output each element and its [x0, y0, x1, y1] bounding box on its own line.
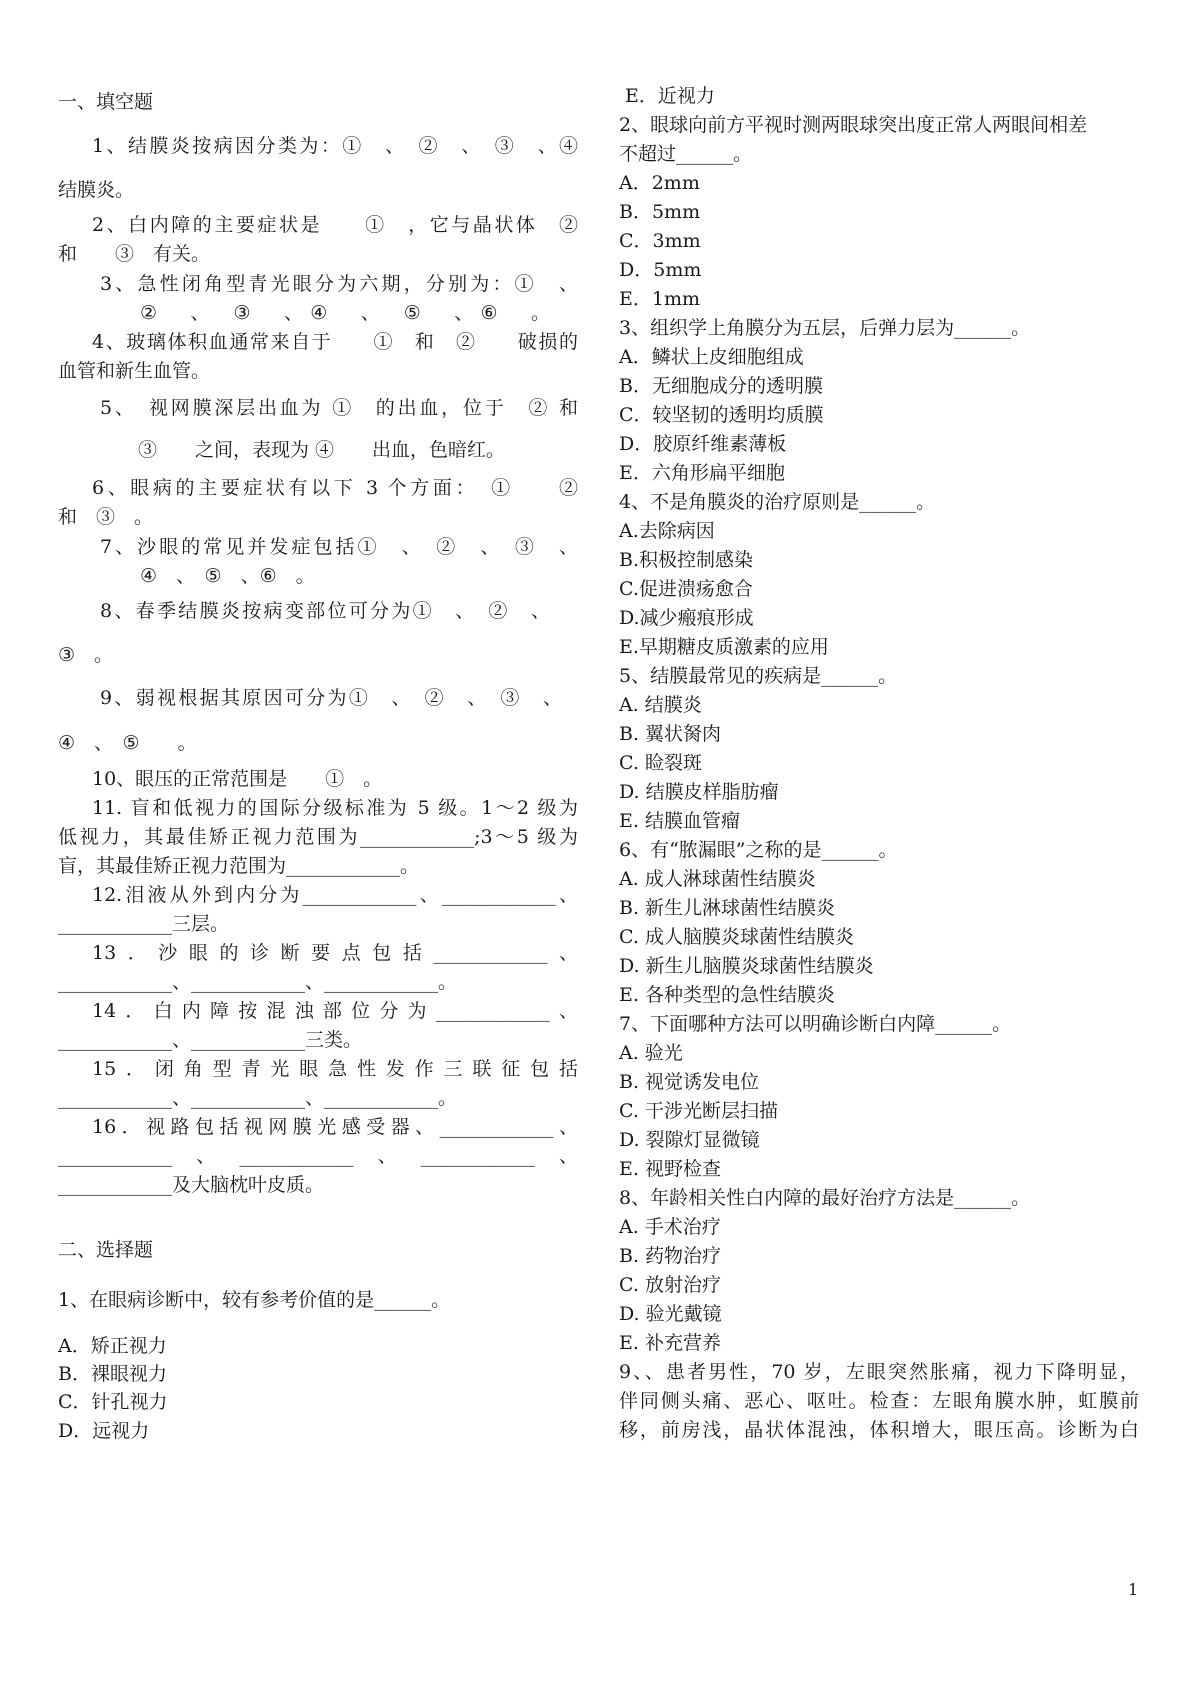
option-line: C. 放射治疗 [619, 1274, 721, 1296]
question-line: ____________、____________、____________。 [58, 971, 458, 993]
option-line: B. 翼状胬肉 [619, 723, 722, 745]
option-line: E．近视力 [625, 85, 715, 107]
option-line: B. 视觉诱发电位 [619, 1071, 760, 1093]
question-line: 8、年龄相关性白内障的最好治疗方法是______。 [619, 1187, 1031, 1209]
question-line: ____________、____________、____________、 [58, 1145, 578, 1167]
question-line: 11. 盲和低视力的国际分级标准为 5 级。1～2 级为 [92, 797, 578, 819]
option-line: B. 药物治疗 [619, 1245, 722, 1267]
question-line: 7、沙眼的常见并发症包括① 、 ② 、 ③ 、 [100, 536, 578, 558]
question-line: ④ 、 ⑤ 。 [58, 732, 197, 754]
question-line: 15．闭角型青光眼急性发作三联征包括 [92, 1058, 578, 1080]
option-line: A. 手术治疗 [619, 1216, 721, 1238]
option-line: E．六角形扁平细胞 [619, 462, 785, 484]
option-line: C．较坚韧的透明均质膜 [619, 404, 824, 426]
option-line: C．针孔视力 [58, 1391, 168, 1413]
option-line: A.去除病因 [619, 520, 715, 542]
question-line: 3、组织学上角膜分为五层，后弹力层为______。 [619, 317, 1031, 339]
question-line: 不超过______。 [619, 143, 753, 165]
question-line: 6、眼病的主要症状有以下 3 个方面： ① ② [92, 477, 578, 499]
option-line: B．裸眼视力 [58, 1363, 167, 1385]
option-line: D．胶原纤维素薄板 [619, 433, 787, 455]
option-line: D. 裂隙灯显微镜 [619, 1129, 760, 1151]
question-line: 6、有“脓漏眼”之称的是______。 [619, 839, 898, 861]
option-line: E．1mm [619, 288, 700, 310]
question-line: 14．白内障按混浊部位分为____________、 [92, 1000, 578, 1022]
option-line: B. 新生儿淋球菌性结膜炎 [619, 897, 836, 919]
option-line: A. 结膜炎 [619, 694, 702, 716]
option-line: B.积极控制感染 [619, 549, 754, 571]
option-line: C. 干涉光断层扫描 [619, 1100, 778, 1122]
section-heading-choice: 二、选择题 [58, 1239, 154, 1261]
option-line: B．无细胞成分的透明膜 [619, 375, 823, 397]
option-line: E. 结膜血管瘤 [619, 810, 740, 832]
question-line: 3、急性闭角型青光眼分为六期，分别为：① 、 [100, 273, 578, 295]
option-line: D．5mm [619, 259, 702, 281]
question-line: 5、结膜最常见的疾病是______。 [619, 665, 898, 687]
option-line: C. 睑裂斑 [619, 752, 702, 774]
question-line: 和 ③ 。 [58, 506, 154, 528]
question-line: 4、玻璃体积血通常来自于 ① 和 ② 破损的 [92, 331, 578, 353]
question-line: 8、春季结膜炎按病变部位可分为① 、 ② 、 [100, 600, 550, 622]
question-line: ____________、____________、____________。 [58, 1087, 458, 1109]
option-line: D. 新生儿脑膜炎球菌性结膜炎 [619, 955, 874, 977]
question-line: ③ 之间，表现为 ④ 出血，色暗红。 [138, 439, 506, 461]
question-line: 移，前房浅，晶状体混浊，体积增大，眼压高。诊断为白 [619, 1419, 1139, 1441]
question-line: ② 、 ③ 、④ 、 ⑤ 、⑥ 。 [140, 302, 550, 324]
option-line: C．3mm [619, 230, 701, 252]
option-line: E. 各种类型的急性结膜炎 [619, 984, 835, 1006]
question-line: 13．沙眼的诊断要点包括____________、 [92, 942, 578, 964]
question-line: 2、白内障的主要症状是 ① ，它与晶状体 ② [92, 214, 578, 236]
option-line: C. 成人脑膜炎球菌性结膜炎 [619, 926, 854, 948]
option-line: D. 验光戴镜 [619, 1303, 722, 1325]
option-line: A. 成人淋球菌性结膜炎 [619, 868, 816, 890]
option-line: A．矫正视力 [58, 1335, 167, 1357]
question-line: ____________、____________三类。 [58, 1029, 363, 1051]
option-line: A. 验光 [619, 1042, 683, 1064]
question-line: 1、在眼病诊断中，较有参考价值的是______。 [58, 1289, 451, 1311]
option-line: E.早期糖皮质激素的应用 [619, 636, 829, 658]
option-line: A．鳞状上皮细胞组成 [619, 346, 804, 368]
option-line: B．5mm [619, 201, 701, 223]
option-line: E. 视野检查 [619, 1158, 721, 1180]
question-line: ____________三层。 [58, 913, 230, 935]
question-line: 4、不是角膜炎的治疗原则是______。 [619, 491, 936, 513]
question-line: 结膜炎。 [58, 179, 135, 201]
question-line: 12.泪液从外到内分为____________、____________、 [92, 884, 578, 906]
question-line: 7、下面哪种方法可以明确诊断白内障______。 [619, 1013, 1012, 1035]
question-line: 10、眼压的正常范围是 ① 。 [92, 768, 383, 790]
question-line: 盲，其最佳矫正视力范围为____________。 [58, 855, 420, 877]
question-line: 血管和新生血管。 [58, 360, 211, 382]
question-line: ③ 。 [58, 644, 114, 666]
question-line: 9、、患者男性，70 岁，左眼突然胀痛，视力下降明显， [619, 1361, 1139, 1383]
page-number: 1 [1128, 1580, 1139, 1599]
option-line: E. 补充营养 [619, 1332, 721, 1354]
option-line: D．远视力 [58, 1420, 150, 1442]
option-line: C.促进溃疡愈合 [619, 578, 753, 600]
question-line: ____________及大脑枕叶皮质。 [58, 1174, 325, 1196]
question-line: 5、 视网膜深层出血为 ① 的出血，位于 ② 和 [100, 397, 578, 419]
question-line: 2、眼球向前方平视时测两眼球突出度正常人两眼间相差 [619, 114, 1088, 136]
option-line: D.减少瘢痕形成 [619, 607, 754, 629]
question-line: 1、结膜炎按病因分类为：① 、 ② 、 ③ 、④ [92, 135, 578, 157]
option-line: D. 结膜皮样脂肪瘤 [619, 781, 779, 803]
section-heading-fill-in: 一、填空题 [58, 91, 154, 113]
option-line: A．2mm [619, 172, 700, 194]
question-line: 9、弱视根据其原因可分为① 、 ② 、 ③ 、 [100, 687, 562, 709]
question-line: 和 ③ 有关。 [58, 243, 211, 265]
question-line: 低视力，其最佳矫正视力范围为____________;3～5 级为 [58, 826, 578, 848]
question-line: 16．视路包括视网膜光感受器、____________、 [92, 1116, 578, 1138]
question-line: 伴同侧头痛、恶心、呕吐。检查：左眼角膜水肿，虹膜前 [619, 1390, 1139, 1412]
question-line: ④ 、 ⑤ 、⑥ 。 [140, 565, 315, 587]
